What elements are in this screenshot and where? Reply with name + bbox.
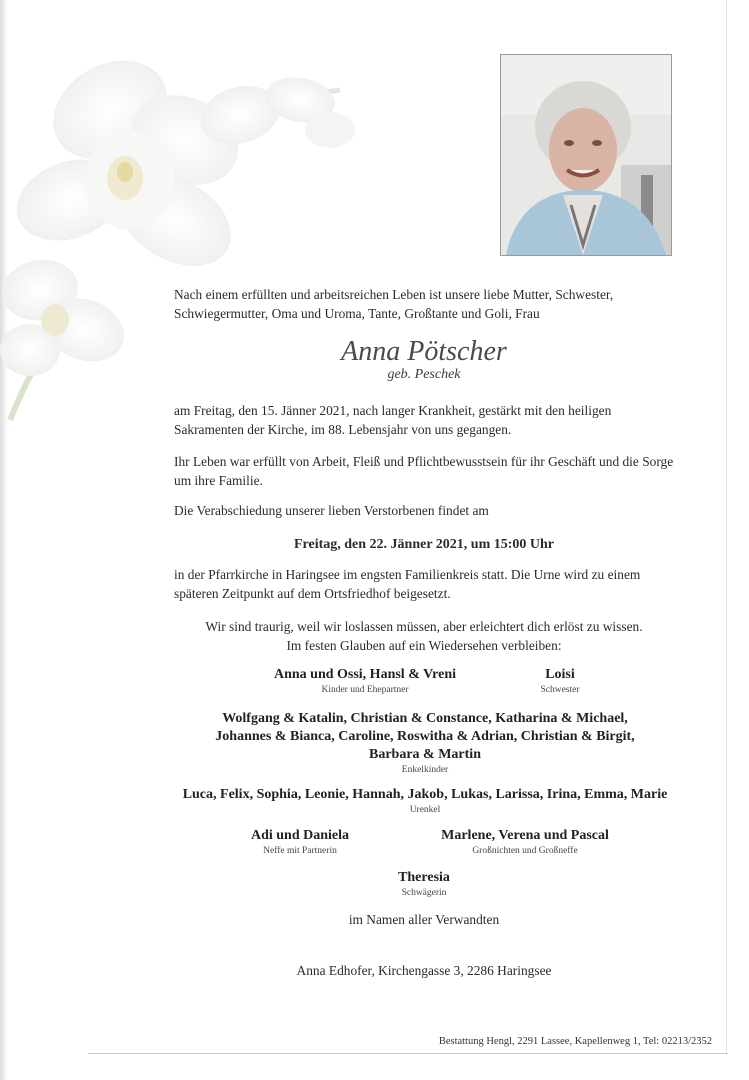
portrait-photo — [500, 54, 672, 256]
sister-in-law-names: Theresia — [398, 870, 450, 885]
deceased-name: Anna Pötscher — [341, 336, 507, 367]
closing-line-2: Im festen Glauben auf ein Wiedersehen verbleiben: — [286, 638, 562, 653]
nephew-role: Neffe mit Partnerin — [263, 846, 337, 856]
mourner-nephew — [220, 827, 380, 858]
sister-in-law-role: Schwägerin — [401, 888, 447, 898]
sister-role: Schwester — [540, 685, 580, 695]
bottom-border-line — [88, 1053, 728, 1054]
right-border-line — [726, 0, 727, 1054]
nephew-names: Adi und Daniela — [250, 828, 350, 843]
great-grandchildren-names: Luca, Felix, Sophia, Leonie, Hannah, Jakob, Lukas, Larissa, Irina, Emma, Marie — [182, 787, 668, 802]
grandchildren-role: Enkelkinder — [401, 765, 449, 775]
closing-line-1: Wir sind traurig, weil wir loslassen müssen, aber erleichtert dich erlöst zu wissen. — [205, 619, 643, 634]
address-line: Anna Edhofer, Kirchengasse 3, 2286 Haringsee — [296, 963, 552, 978]
grandnieces-role: Großnichten und Großneffe — [472, 846, 578, 856]
mourner-sister-in-law — [174, 869, 674, 900]
maiden-name: geb. Peschek — [387, 367, 461, 382]
orchid-flower-icon — [0, 30, 360, 450]
grandchildren-line-1: Wolfgang & Katalin, Christian & Constance, Katharina & Michael, — [222, 711, 628, 726]
mourner-children — [250, 666, 480, 697]
relatives-line: im Namen aller Verwandten — [348, 912, 500, 927]
farewell-date: Freitag, den 22. Jänner 2021, um 15:00 Uhr — [293, 537, 555, 552]
mourner-grandnieces — [400, 827, 650, 858]
farewell-intro: Die Verabschiedung unserer lieben Verstorbenen findet am — [174, 503, 489, 518]
death-paragraph: am Freitag, den 15. Jänner 2021, nach langer Krankheit, gestärkt mit den heiligen Sakramenten der Kirche, im 88. Lebensjahr von uns gegangen. — [174, 403, 612, 437]
mourner-sister — [500, 666, 620, 697]
great-grandchildren-role: Urenkel — [409, 805, 441, 815]
grandnieces-names: Marlene, Verena und Pascal — [441, 828, 609, 843]
grandchildren-line-2: Johannes & Bianca, Caroline, Roswitha & Adrian, Christian & Birgit, — [215, 729, 635, 744]
location-paragraph: in der Pfarrkirche in Haringsee im engsten Familienkreis statt. Die Urne wird zu einem späteren Zeitpunkt auf dem Ortsfriedhof beigesetzt. — [174, 567, 641, 601]
sister-names: Loisi — [545, 667, 575, 682]
children-role: Kinder und Ehepartner — [321, 685, 409, 695]
grandchildren-line-3: Barbara & Martin — [369, 747, 481, 762]
mourner-grandchildren — [150, 710, 700, 777]
life-paragraph: Ihr Leben war erfüllt von Arbeit, Fleiß und Pflichtbewusstsein für ihr Geschäft und die Sorge um ihre Familie. — [174, 454, 674, 488]
mourner-great-grandchildren — [150, 786, 700, 817]
intro-text: Nach einem erfüllten und arbeitsreichen Leben ist unsere liebe Mutter, Schwester, Schwiegermutter, Oma und Uroma, Tante, Großtante und Goli, Frau — [174, 287, 614, 321]
children-names: Anna und Ossi, Hansl & Vreni — [273, 667, 457, 682]
funeral-home-footer: Bestattung Hengl, 2291 Lassee, Kapellenweg 1, Tel: 02213/2352 — [438, 1036, 712, 1047]
